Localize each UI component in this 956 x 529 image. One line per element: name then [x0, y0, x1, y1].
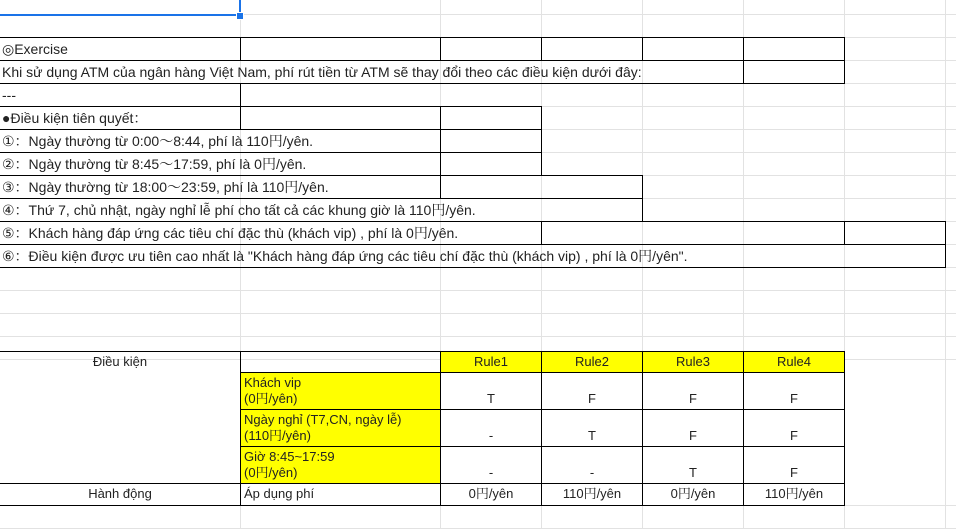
separator-text: --- — [2, 87, 16, 103]
condition-label-vip[interactable] — [244, 375, 301, 407]
condition-1: ①：Ngày thường từ 0:00～8:44, phí là 110円/yên. — [2, 133, 314, 149]
condition-label-line2: (0円/yên) — [244, 465, 298, 480]
table-cell[interactable]: F — [790, 465, 798, 480]
rule-header-3[interactable]: Rule3 — [676, 354, 710, 369]
condition-label-line2: (110円/yên) — [244, 428, 311, 443]
condition-label-line1: Khách vip — [244, 375, 302, 390]
condition-6: ⑥：Điều kiện được ưu tiên cao nhất là "Khách hàng đáp ứng các tiêu chí đặc thù (khách vip) , phí là 0円/yên". — [2, 248, 688, 264]
table-cell[interactable]: 0円/yên — [468, 486, 514, 501]
table-cell[interactable]: T — [689, 465, 697, 480]
table-cell[interactable]: 0円/yên — [670, 486, 716, 501]
rule-header-4[interactable]: Rule4 — [777, 354, 811, 369]
action-header[interactable]: Hành động — [88, 486, 152, 501]
table-cell[interactable]: F — [790, 391, 798, 406]
table-cell[interactable]: F — [790, 428, 798, 443]
condition-label-holiday[interactable] — [244, 412, 402, 444]
description-text: Khi sử dụng ATM của ngân hàng Việt Nam, phí rút tiền từ ATM sẽ thay đổi theo các điều kiện dưới đây: — [2, 64, 642, 80]
condition-label-hours[interactable] — [244, 449, 335, 481]
table-cell[interactable]: T — [588, 428, 596, 443]
table-cell[interactable]: T — [487, 391, 495, 406]
table-cell[interactable]: - — [589, 465, 595, 480]
table-cell[interactable]: F — [689, 391, 697, 406]
exercise-title: ◎Exercise — [2, 41, 68, 57]
condition-4: ④：Thứ 7, chủ nhật, ngày nghỉ lễ phí cho tất cả các khung giờ là 110円/yên. — [2, 202, 476, 218]
rule-header-2[interactable]: Rule2 — [575, 354, 609, 369]
condition-3: ③：Ngày thường từ 18:00～23:59, phí là 110円/yên. — [2, 179, 329, 195]
table-cell[interactable]: - — [488, 465, 494, 480]
prerequisite-title: ●Điều kiện tiên quyết： — [2, 110, 148, 126]
table-cell[interactable]: - — [488, 428, 494, 443]
condition-label-line1: Ngày nghỉ (T7,CN, ngày lễ) — [244, 412, 402, 427]
action-label[interactable]: Áp dụng phí — [244, 486, 315, 501]
rule-header-1[interactable]: Rule1 — [474, 354, 508, 369]
condition-5: ⑤：Khách hàng đáp ứng các tiêu chí đặc thù (khách vip) , phí là 0円/yên. — [2, 225, 459, 241]
condition-2: ②：Ngày thường từ 8:45～17:59, phí là 0円/yên. — [2, 156, 307, 172]
condition-label-line2: (0円/yên) — [244, 391, 298, 406]
table-cell[interactable]: 110円/yên — [764, 486, 824, 501]
condition-header[interactable]: Điều kiện — [92, 354, 148, 369]
table-cell[interactable]: 110円/yên — [562, 486, 622, 501]
table-cell[interactable]: F — [588, 391, 596, 406]
table-cell[interactable]: F — [689, 428, 697, 443]
condition-label-line1: Giờ 8:45~17:59 — [244, 449, 335, 464]
fill-handle[interactable] — [236, 12, 244, 20]
